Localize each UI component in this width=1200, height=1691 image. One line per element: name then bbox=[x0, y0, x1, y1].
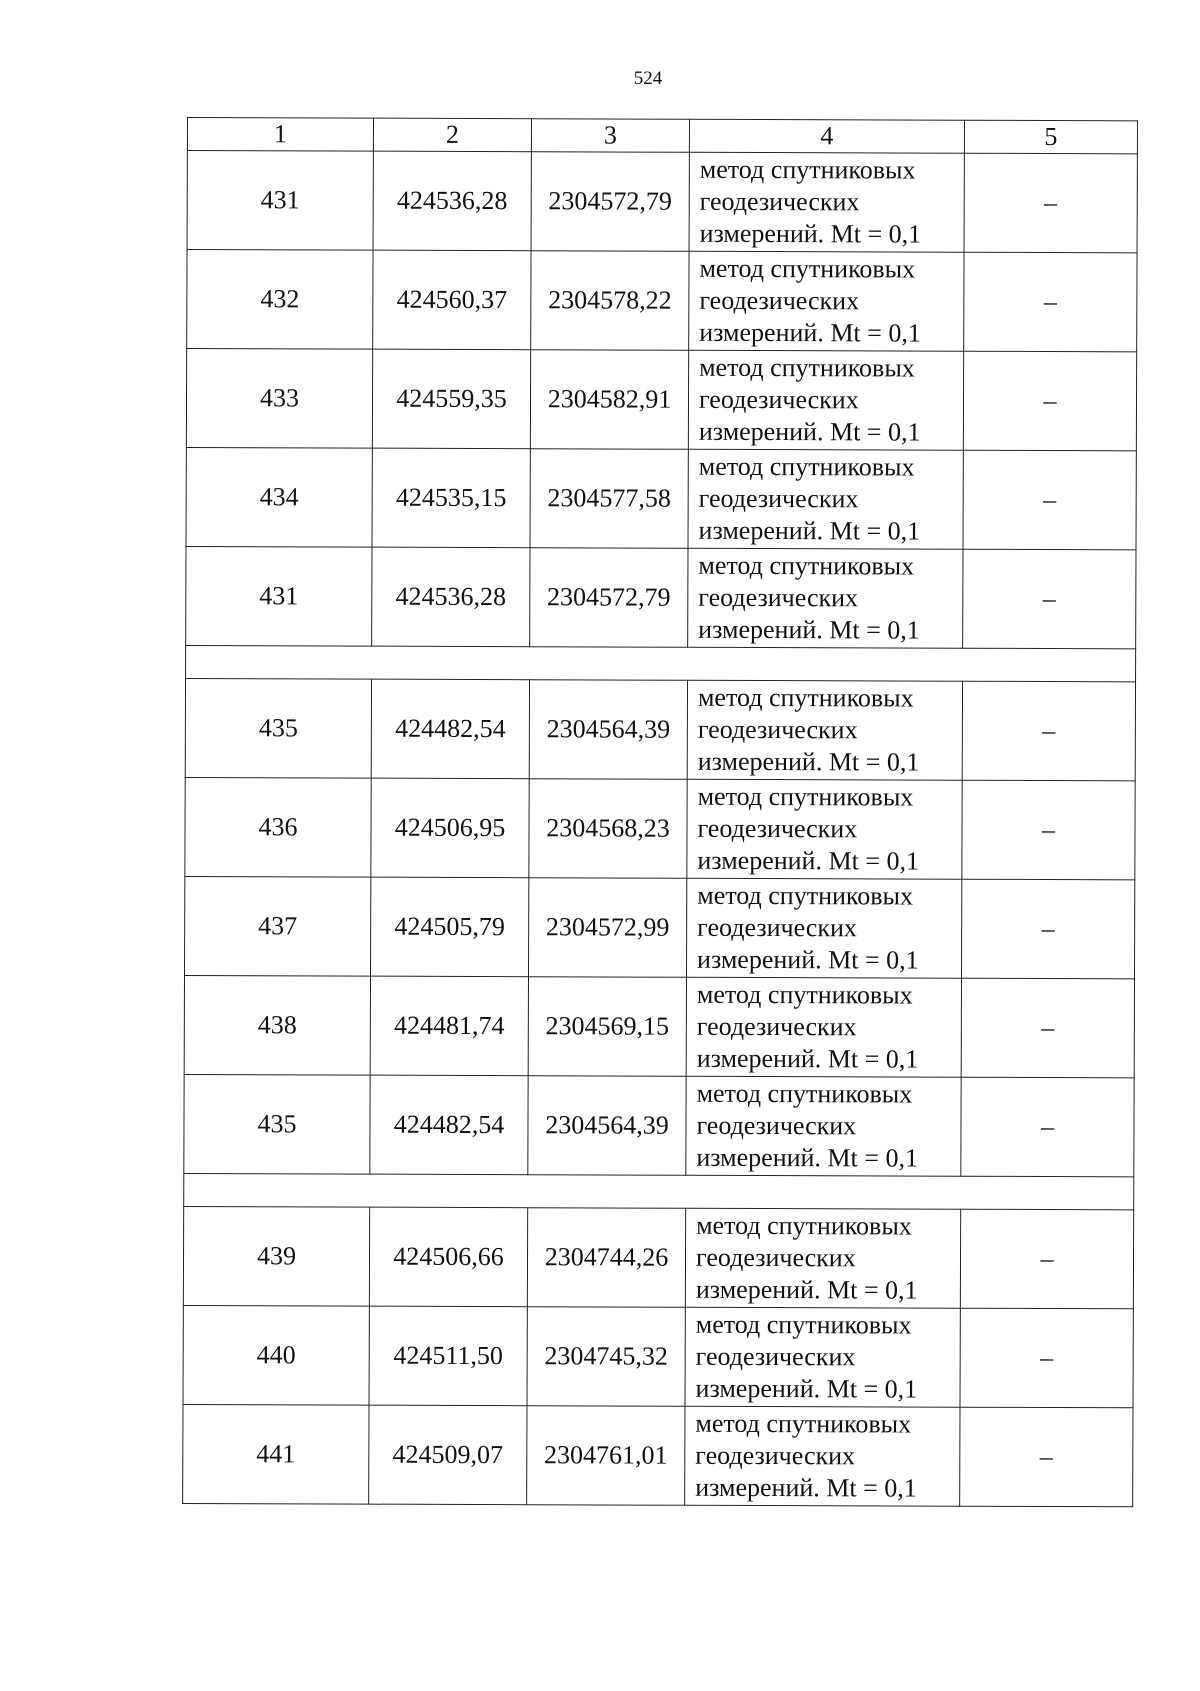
x-coordinate-cell: 424509,07 bbox=[369, 1405, 527, 1505]
x-coordinate-cell: 424536,28 bbox=[372, 547, 530, 647]
method-line: метод спутниковых bbox=[695, 1408, 912, 1439]
point-number-cell: 439 bbox=[183, 1206, 369, 1306]
y-coordinate-cell: 2304578,22 bbox=[531, 251, 689, 351]
method-cell bbox=[689, 251, 964, 351]
group-separator-row bbox=[186, 645, 1136, 681]
note-cell: – bbox=[961, 978, 1134, 1078]
method-line: измерений. Mt = 0,1 bbox=[697, 944, 919, 975]
table-row bbox=[183, 1206, 1133, 1308]
x-coordinate-cell: 424535,15 bbox=[372, 448, 530, 548]
table-row bbox=[187, 151, 1137, 253]
table-row bbox=[184, 975, 1134, 1077]
note-cell: – bbox=[961, 1077, 1134, 1177]
note-cell: – bbox=[962, 780, 1135, 880]
page-number: 524 bbox=[633, 68, 663, 89]
note-cell: – bbox=[962, 681, 1135, 781]
note-cell: – bbox=[960, 1209, 1133, 1309]
x-coordinate-cell: 424481,74 bbox=[370, 976, 528, 1076]
point-number-cell: 433 bbox=[186, 349, 372, 449]
table-row bbox=[186, 546, 1136, 648]
method-cell bbox=[685, 1208, 960, 1308]
method-line: измерений. Mt = 0,1 bbox=[698, 416, 921, 447]
y-coordinate-cell: 2304761,01 bbox=[527, 1406, 685, 1506]
method-line: геодезических bbox=[695, 1242, 856, 1273]
y-coordinate-cell: 2304745,32 bbox=[527, 1307, 685, 1407]
table-row bbox=[183, 1404, 1133, 1506]
point-number-cell: 435 bbox=[185, 678, 371, 778]
method-line: метод спутниковых bbox=[697, 682, 914, 713]
point-number-cell: 436 bbox=[185, 777, 371, 877]
table-row bbox=[187, 250, 1137, 352]
note-cell: – bbox=[963, 450, 1136, 550]
method-line: измерений. Mt = 0,1 bbox=[699, 317, 921, 348]
x-coordinate-cell: 424506,95 bbox=[371, 778, 529, 878]
y-coordinate-cell: 2304572,99 bbox=[529, 878, 687, 978]
method-line: метод спутниковых bbox=[695, 1309, 912, 1340]
header-cell-4: 4 bbox=[689, 119, 964, 153]
method-line: геодезических bbox=[696, 1110, 857, 1141]
note-cell: – bbox=[960, 1308, 1133, 1408]
method-cell bbox=[687, 878, 962, 978]
method-line: геодезических bbox=[699, 285, 860, 316]
y-coordinate-cell: 2304568,23 bbox=[529, 779, 687, 879]
method-cell bbox=[686, 1076, 961, 1176]
y-coordinate-cell: 2304572,79 bbox=[530, 548, 688, 648]
point-number-cell: 441 bbox=[183, 1404, 369, 1504]
note-cell: – bbox=[961, 879, 1134, 979]
method-line: геодезических bbox=[696, 1011, 857, 1042]
header-cell-1: 1 bbox=[187, 118, 373, 152]
y-coordinate-cell: 2304564,39 bbox=[528, 1076, 686, 1176]
method-line: геодезических bbox=[698, 582, 859, 613]
method-line: измерений. Mt = 0,1 bbox=[695, 1274, 918, 1305]
method-cell bbox=[689, 152, 964, 252]
table-header bbox=[187, 118, 1137, 154]
point-number-cell: 435 bbox=[184, 1074, 370, 1174]
point-number-cell: 437 bbox=[185, 876, 371, 976]
method-line: измерений. Mt = 0,1 bbox=[698, 515, 921, 546]
method-line: метод спутниковых bbox=[698, 451, 915, 482]
method-cell bbox=[685, 1307, 960, 1407]
note-cell: – bbox=[964, 153, 1137, 253]
method-line: измерений. Mt = 0,1 bbox=[697, 845, 920, 876]
point-number-cell: 434 bbox=[186, 447, 372, 547]
group-separator-cell bbox=[184, 1173, 1134, 1209]
header-cell-3: 3 bbox=[531, 119, 689, 153]
y-coordinate-cell: 2304569,15 bbox=[528, 977, 686, 1077]
table-row bbox=[183, 1305, 1133, 1407]
method-line: метод спутниковых bbox=[696, 1210, 912, 1241]
x-coordinate-cell: 424536,28 bbox=[373, 151, 531, 251]
x-coordinate-cell: 424559,35 bbox=[372, 349, 530, 449]
x-coordinate-cell: 424482,54 bbox=[370, 1075, 528, 1175]
method-line: метод спутниковых bbox=[696, 1078, 913, 1109]
method-cell bbox=[687, 779, 962, 879]
note-cell: – bbox=[960, 1407, 1133, 1507]
x-coordinate-cell: 424506,66 bbox=[369, 1207, 527, 1307]
method-line: измерений. Mt = 0,1 bbox=[695, 1373, 918, 1404]
method-line: геодезических bbox=[695, 1341, 856, 1372]
method-cell bbox=[685, 1406, 960, 1506]
method-cell bbox=[688, 350, 963, 450]
table-body bbox=[183, 151, 1138, 1507]
method-line: измерений. Mt = 0,1 bbox=[695, 1472, 917, 1503]
method-cell bbox=[688, 548, 963, 648]
y-coordinate-cell: 2304577,58 bbox=[530, 449, 688, 549]
x-coordinate-cell: 424505,79 bbox=[371, 877, 529, 977]
method-cell bbox=[686, 977, 961, 1077]
y-coordinate-cell: 2304572,79 bbox=[531, 152, 689, 252]
method-line: геодезических bbox=[698, 483, 859, 514]
x-coordinate-cell: 424482,54 bbox=[371, 679, 529, 779]
note-cell: – bbox=[963, 549, 1136, 649]
note-cell: – bbox=[964, 252, 1137, 352]
method-line: измерений. Mt = 0,1 bbox=[696, 1043, 919, 1074]
point-number-cell: 431 bbox=[187, 151, 373, 251]
method-line: измерений. Mt = 0,1 bbox=[697, 746, 920, 777]
method-line: геодезических bbox=[697, 714, 858, 745]
header-row bbox=[187, 118, 1137, 154]
method-line: метод спутниковых bbox=[699, 352, 915, 383]
method-line: измерений. Mt = 0,1 bbox=[696, 1142, 919, 1173]
method-line: геодезических bbox=[698, 384, 859, 415]
note-cell: – bbox=[963, 351, 1136, 451]
header-cell-2: 2 bbox=[373, 118, 531, 152]
method-line: метод спутниковых bbox=[697, 781, 914, 812]
method-line: метод спутниковых bbox=[699, 154, 916, 185]
method-line: геодезических bbox=[697, 912, 857, 943]
method-line: измерений. Mt = 0,1 bbox=[698, 614, 920, 645]
y-coordinate-cell: 2304744,26 bbox=[527, 1208, 685, 1308]
y-coordinate-cell: 2304564,39 bbox=[529, 680, 687, 780]
x-coordinate-cell: 424560,37 bbox=[373, 250, 531, 350]
x-coordinate-cell: 424511,50 bbox=[369, 1306, 527, 1406]
table-row bbox=[186, 349, 1136, 451]
table-row bbox=[186, 447, 1136, 549]
method-line: метод спутниковых bbox=[697, 880, 914, 911]
point-number-cell: 432 bbox=[187, 250, 373, 350]
table-row bbox=[184, 1074, 1134, 1176]
group-separator-row bbox=[184, 1173, 1134, 1209]
point-number-cell: 431 bbox=[186, 546, 372, 646]
method-line: геодезических bbox=[699, 186, 860, 217]
method-cell bbox=[688, 449, 963, 549]
table-row bbox=[185, 678, 1135, 780]
method-line: измерений. Mt = 0,1 bbox=[699, 218, 922, 249]
y-coordinate-cell: 2304582,91 bbox=[530, 350, 688, 450]
method-line: метод спутниковых bbox=[698, 550, 915, 581]
table-row bbox=[185, 777, 1135, 879]
coordinates-table bbox=[182, 117, 1138, 1507]
method-line: метод спутниковых bbox=[699, 253, 916, 284]
method-line: геодезических bbox=[697, 813, 858, 844]
point-number-cell: 440 bbox=[183, 1305, 369, 1405]
table-row bbox=[185, 876, 1135, 978]
group-separator-cell bbox=[186, 645, 1136, 681]
point-number-cell: 438 bbox=[184, 975, 370, 1075]
method-line: геодезических bbox=[695, 1440, 856, 1471]
method-line: метод спутниковых bbox=[696, 979, 913, 1010]
header-cell-5: 5 bbox=[964, 120, 1137, 154]
method-cell bbox=[687, 680, 962, 780]
